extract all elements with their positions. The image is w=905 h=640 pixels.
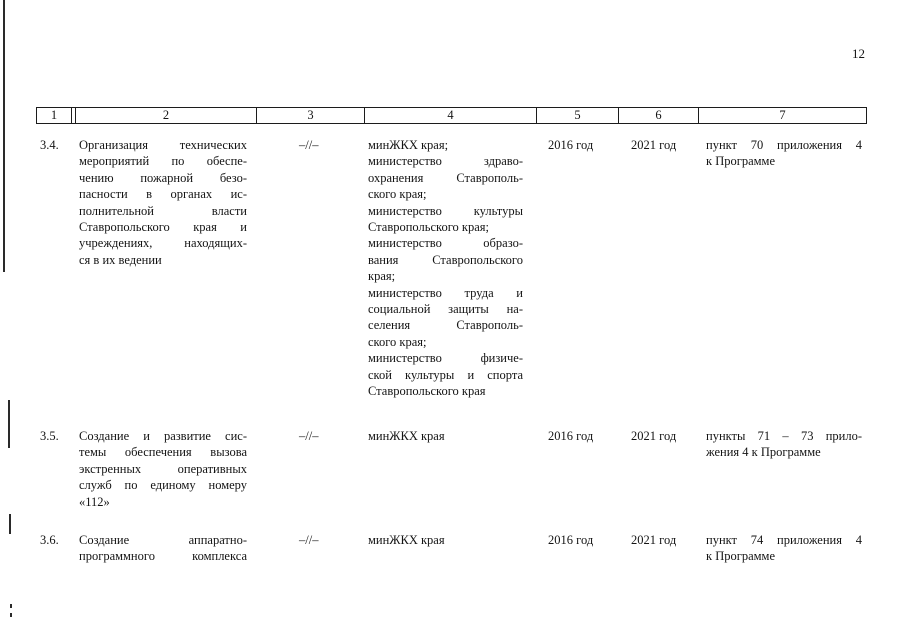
reference-line: к Программе (706, 549, 776, 564)
end-year: 2021 год (631, 429, 677, 443)
scan-edge-dot (10, 613, 12, 617)
program-reference (706, 428, 862, 461)
header-cell-4: 4 (365, 108, 537, 123)
measure-name-line: «112» (79, 494, 110, 509)
measure-name-line: учреждениях, находящих- (79, 236, 247, 251)
executor-line: минЖКХ края (368, 533, 445, 547)
end-year: 2021 год (631, 138, 677, 152)
executor-line: министерство здраво- (368, 154, 523, 169)
measure-name-line: чению пожарной безо- (79, 170, 247, 185)
start-year: 2016 год (548, 429, 594, 443)
executor-line: министерство труда и (368, 285, 523, 300)
measure-name-line: Создание и развитие сис- (79, 429, 247, 443)
row-number: 3.6. (40, 533, 59, 547)
executor-line: социальной защиты на- (368, 302, 523, 317)
measure-name-line: экстренных оперативных (79, 461, 247, 476)
executor-line: минЖКХ края; (368, 138, 449, 152)
header-cell-6: 6 (619, 108, 699, 123)
header-cell-5: 5 (537, 108, 619, 123)
executor-line: министерство культуры (368, 203, 523, 218)
header-cell-7: 7 (779, 108, 786, 122)
executor-line: Ставропольского края (368, 384, 486, 399)
measure-name (79, 428, 247, 510)
program-reference (706, 532, 862, 565)
table-header-row (36, 107, 867, 124)
executor-line: ского края; (368, 187, 427, 202)
scan-edge-dot (10, 604, 12, 608)
measure-name-line: программного комплекса (79, 549, 247, 564)
end-year: 2021 год (631, 533, 677, 547)
executor-line: края; (368, 269, 396, 284)
executors (368, 428, 445, 444)
header-cell-1: 1 (37, 108, 72, 123)
header-cell-3: 3 (257, 108, 365, 123)
measure-name-line: полнительной власти (79, 203, 247, 218)
executor-line: Ставропольского края; (368, 220, 489, 235)
scan-edge-line (9, 514, 11, 534)
reference-line: пункт 70 приложения 4 (706, 138, 862, 152)
executor-line: ского края; (368, 334, 427, 349)
ditto-mark: –//– (299, 429, 319, 443)
start-year: 2016 год (548, 533, 594, 547)
executor-line: вания Ставропольского (368, 252, 523, 267)
executor-line: ской культуры и спорта (368, 367, 523, 382)
measure-name-line: ся в их ведении (79, 252, 162, 267)
start-year: 2016 год (548, 138, 594, 152)
executors (368, 532, 445, 548)
ditto-mark: –//– (299, 138, 319, 152)
measure-name-line: Ставропольского края и (79, 220, 247, 235)
program-reference (706, 137, 862, 170)
row-number: 3.4. (40, 138, 59, 152)
measure-name (79, 137, 247, 268)
measure-name (79, 532, 247, 565)
reference-line: жения 4 к Программе (706, 445, 821, 460)
executor-line: селения Ставрополь- (368, 318, 523, 333)
measure-name-line: Организация технических (79, 138, 247, 152)
reference-line: пункты 71 – 73 прило- (706, 429, 862, 443)
measure-name-line: пасности в органах ис- (79, 187, 247, 202)
scan-edge-line (8, 400, 10, 448)
executor-line: министерство физиче- (368, 351, 523, 366)
page-number: 12 (852, 46, 865, 61)
executor-line: министерство образо- (368, 236, 523, 251)
reference-line: пункт 74 приложения 4 (706, 533, 862, 547)
measure-name-line: мероприятий по обеспе- (79, 154, 247, 169)
measure-name-line: темы обеспечения вызова (79, 445, 247, 460)
executor-line: минЖКХ края (368, 429, 445, 443)
executors (368, 137, 523, 400)
scan-edge-line (3, 0, 5, 272)
measure-name-line: служб по единому номеру (79, 478, 247, 493)
ditto-mark: –//– (299, 533, 319, 547)
executor-line: охранения Ставрополь- (368, 170, 523, 185)
reference-line: к Программе (706, 154, 776, 169)
header-cell-2: 2 (75, 108, 257, 123)
row-number: 3.5. (40, 429, 59, 443)
measure-name-line: Создание аппаратно- (79, 533, 247, 547)
